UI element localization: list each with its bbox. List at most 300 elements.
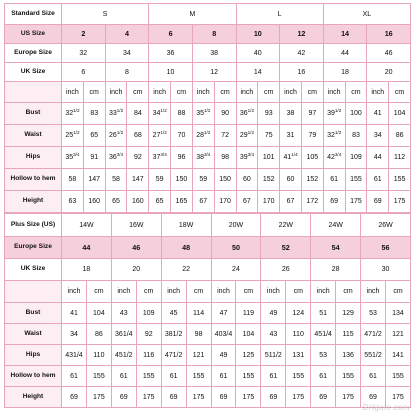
measurement-value: 38 (196, 154, 204, 161)
measurement-value: 61 (330, 176, 339, 183)
europe-size-cell: 46 (111, 237, 161, 259)
size-name-cell: 20W (211, 214, 261, 237)
uk-size-cell: 12 (192, 63, 236, 82)
measurement-cell: 175 (336, 387, 361, 408)
us-size-cell: 4 (105, 25, 149, 44)
measurement-cell: 61 (161, 366, 186, 387)
measurement-value: 38 (286, 110, 295, 117)
measurement-value: 28 (196, 132, 204, 139)
europe-size-cell: 32 (62, 44, 106, 63)
unit-cell: inch (149, 82, 171, 103)
uk-size-cell: 22 (161, 259, 211, 281)
europe-size-cell: 50 (211, 237, 261, 259)
unit-cell: inch (361, 281, 386, 303)
measurement-cell: 403/4 (211, 324, 236, 345)
measurement-label: Bust (5, 103, 62, 125)
europe-size-cell: 52 (261, 237, 311, 259)
measurement-cell: 110 (286, 324, 311, 345)
measurement-value: 69 (373, 198, 382, 205)
measurement-value: 58 (112, 176, 120, 183)
measurement-value: 70 (177, 132, 186, 139)
measurement-cell (149, 191, 171, 213)
measurement-cell (345, 169, 367, 191)
measurement-label: Waist (5, 125, 62, 147)
measurement-label: Hollow to hem (5, 169, 62, 191)
measurement-value: 60 (243, 176, 251, 183)
measurement-cell (345, 191, 367, 213)
uk-size-cell: 18 (323, 63, 367, 82)
europe-size-cell: 42 (280, 44, 324, 63)
measurement-cell (280, 169, 302, 191)
measurement-cell: 34 (62, 324, 87, 345)
measurement-label: Hips (5, 345, 62, 366)
measurement-cell: 121 (186, 345, 211, 366)
measurement-cell: 49 (261, 303, 286, 324)
uk-size-cell: 6 (62, 63, 106, 82)
measurement-cell: 471/2 (161, 345, 186, 366)
standard-size-chart (4, 3, 411, 213)
europe-size-cell: 36 (149, 44, 193, 63)
measurement-value: 39 (239, 154, 248, 161)
measurement-cell: 121 (385, 324, 410, 345)
measurement-value: 100 (350, 110, 362, 117)
us-size-cell: 10 (236, 25, 280, 44)
measurement-cell (280, 103, 302, 125)
measurement-cell (301, 191, 323, 213)
measurement-cell (323, 191, 345, 213)
measurement-cell (236, 125, 258, 147)
measurement-cell: 155 (236, 366, 261, 387)
uk-size-label: UK Size (5, 63, 62, 82)
measurement-value: 37 (152, 154, 161, 161)
measurement-fraction: 1/2 (247, 108, 254, 113)
measurement-cell: 109 (136, 303, 161, 324)
measurement-value: 68 (133, 132, 142, 139)
measurement-cell: 43 (261, 324, 286, 345)
measurement-cell: 69 (361, 387, 386, 408)
measurement-cell (258, 103, 280, 125)
uk-size-row (5, 259, 411, 281)
uk-size-cell: 8 (105, 63, 149, 82)
watermark: DHgate.com (362, 403, 410, 412)
measurement-cell: 119 (236, 303, 261, 324)
measurement-row (5, 169, 411, 191)
measurement-row (5, 147, 411, 169)
measurement-fraction: 1/2 (334, 130, 342, 135)
measurement-label: Waist (5, 324, 62, 345)
unit-cell: cm (83, 82, 105, 103)
measurement-cell (214, 125, 236, 147)
unit-cell: cm (286, 281, 311, 303)
measurement-cell (280, 125, 302, 147)
measurement-cell (280, 147, 302, 169)
measurement-cell (301, 103, 323, 125)
measurement-cell (323, 169, 345, 191)
measurement-row (5, 345, 411, 366)
measurement-cell (62, 125, 84, 147)
measurement-cell (214, 191, 236, 213)
us-size-cell: 6 (149, 25, 193, 44)
measurement-value: 109 (350, 154, 362, 161)
measurement-cell (367, 125, 389, 147)
measurement-value: 58 (68, 176, 77, 183)
europe-size-label: Europe Size (5, 44, 62, 63)
measurement-cell (83, 125, 105, 147)
measurement-value: 93 (264, 110, 273, 117)
unit-cell: cm (136, 281, 161, 303)
measurement-value: 42 (327, 154, 335, 161)
measurement-fraction: 3/4 (116, 152, 124, 157)
measurement-fraction: 3/4 (247, 152, 254, 157)
europe-size-cell: 40 (236, 44, 280, 63)
measurement-cell (62, 103, 84, 125)
measurement-cell (105, 169, 127, 191)
measurement-value: 67 (286, 198, 295, 205)
europe-size-cell: 56 (361, 237, 411, 259)
measurement-cell: 431/4 (62, 345, 87, 366)
measurement-value: 160 (88, 198, 101, 205)
size-name-cell: 18W (161, 214, 211, 237)
us-size-cell: 8 (192, 25, 236, 44)
measurement-cell (105, 125, 127, 147)
unit-cell: inch (161, 281, 186, 303)
measurement-fraction: 1/2 (116, 108, 124, 113)
unit-cell: cm (236, 281, 261, 303)
measurement-cell: 61 (261, 366, 286, 387)
size-name-cell: 26W (361, 214, 411, 237)
measurement-cell (367, 169, 389, 191)
measurement-cell (367, 191, 389, 213)
measurement-cell: 361/4 (111, 324, 136, 345)
measurement-cell (192, 147, 214, 169)
measurement-cell: 104 (236, 324, 261, 345)
measurement-cell: 114 (186, 303, 211, 324)
measurement-cell: 175 (186, 387, 211, 408)
uk-size-cell: 26 (261, 259, 311, 281)
us-size-row (5, 25, 411, 44)
measurement-cell (192, 103, 214, 125)
measurement-cell (323, 147, 345, 169)
measurement-label: Hips (5, 147, 62, 169)
measurement-cell (171, 103, 193, 125)
europe-size-cell: 44 (323, 44, 367, 63)
measurement-label: Hollow to hem (5, 366, 62, 387)
measurement-row (5, 366, 411, 387)
measurement-cell (127, 147, 149, 169)
europe-size-cell: 38 (192, 44, 236, 63)
measurement-cell (105, 103, 127, 125)
unit-row-blank (5, 82, 62, 103)
measurement-cell: 43 (111, 303, 136, 324)
uk-size-label: UK Size (5, 259, 62, 281)
measurement-cell (323, 103, 345, 125)
uk-size-cell: 18 (62, 259, 112, 281)
measurement-value: 35 (196, 110, 204, 117)
size-name-cell: M (149, 4, 236, 25)
measurement-cell: 175 (385, 387, 410, 408)
measurement-row (5, 387, 411, 408)
measurement-row (5, 324, 411, 345)
measurement-value: 41 (283, 154, 292, 161)
measurement-cell (389, 103, 411, 125)
measurement-cell (258, 147, 280, 169)
measurement-value: 175 (350, 198, 362, 205)
unit-cell: cm (186, 281, 211, 303)
measurement-value: 31 (286, 132, 295, 139)
unit-cell: inch (311, 281, 336, 303)
uk-size-row (5, 63, 411, 82)
unit-cell: inch (323, 82, 345, 103)
measurement-value: 25 (65, 132, 74, 139)
measurement-cell: 471/2 (361, 324, 386, 345)
measurement-cell (367, 147, 389, 169)
uk-size-cell: 20 (367, 63, 411, 82)
measurement-value: 65 (112, 198, 120, 205)
measurement-fraction: 1/2 (203, 130, 211, 135)
measurement-fraction: 1/4 (291, 152, 298, 157)
us-size-cell: 2 (62, 25, 106, 44)
measurement-value: 65 (155, 198, 164, 205)
measurement-cell (214, 147, 236, 169)
size-name-cell: S (62, 4, 149, 25)
us-size-label: US Size (5, 25, 62, 44)
measurement-value: 60 (286, 176, 295, 183)
measurement-fraction: 1/2 (203, 108, 211, 113)
measurement-cell: 511/2 (261, 345, 286, 366)
size-name-cell: XL (323, 4, 410, 25)
measurement-cell (62, 147, 84, 169)
measurement-fraction: 1/2 (160, 130, 167, 135)
measurement-cell (192, 191, 214, 213)
measurement-value: 165 (175, 198, 188, 205)
unit-cell: cm (385, 281, 410, 303)
unit-cell: inch (261, 281, 286, 303)
measurement-value: 104 (393, 110, 406, 117)
measurement-cell: 61 (311, 366, 336, 387)
standard-size-label: Standard Size (5, 4, 62, 25)
measurement-cell: 69 (111, 387, 136, 408)
measurement-cell (345, 125, 367, 147)
measurement-value: 152 (262, 176, 275, 183)
unit-cell: cm (336, 281, 361, 303)
measurement-value: 92 (133, 154, 142, 161)
measurement-value: 39 (327, 110, 335, 117)
measurement-cell: 124 (286, 303, 311, 324)
measurement-value: 105 (306, 154, 319, 161)
measurement-value: 150 (219, 176, 231, 183)
plus-size-label: Plus Size (US) (5, 214, 62, 237)
unit-row-blank (5, 281, 62, 303)
measurement-cell: 110 (86, 345, 111, 366)
measurement-cell (301, 147, 323, 169)
measurement-value: 170 (262, 198, 275, 205)
measurement-cell (345, 147, 367, 169)
measurement-cell (62, 191, 84, 213)
measurement-cell (62, 169, 84, 191)
measurement-cell (171, 147, 193, 169)
measurement-cell: 69 (261, 387, 286, 408)
europe-size-row (5, 237, 411, 259)
measurement-cell (389, 191, 411, 213)
measurement-cell: 61 (361, 366, 386, 387)
measurement-cell: 69 (161, 387, 186, 408)
measurement-value: 155 (350, 176, 362, 183)
us-size-cell: 14 (323, 25, 367, 44)
europe-size-label: Europe Size (5, 237, 62, 259)
measurement-value: 59 (155, 176, 164, 183)
measurement-value: 155 (393, 176, 406, 183)
measurement-cell (149, 169, 171, 191)
measurement-row (5, 191, 411, 213)
measurement-cell: 51 (311, 303, 336, 324)
measurement-fraction: 3/4 (73, 152, 80, 157)
measurement-value: 33 (108, 110, 117, 117)
measurement-cell (280, 191, 302, 213)
unit-row (5, 281, 411, 303)
measurement-cell (127, 125, 149, 147)
measurement-fraction: 1/2 (116, 130, 124, 135)
measurement-cell (389, 125, 411, 147)
measurement-value: 34 (373, 132, 382, 139)
uk-size-cell: 28 (311, 259, 361, 281)
measurement-cell: 175 (236, 387, 261, 408)
measurement-cell: 45 (161, 303, 186, 324)
measurement-value: 61 (373, 176, 382, 183)
measurement-value: 44 (373, 154, 382, 161)
measurement-value: 27 (152, 132, 161, 139)
size-name-cell: 16W (111, 214, 161, 237)
size-header-row (5, 4, 411, 25)
measurement-fraction: 3/4 (203, 152, 211, 157)
measurement-label: Height (5, 387, 62, 408)
measurement-value: 150 (175, 176, 188, 183)
measurement-cell: 155 (186, 366, 211, 387)
measurement-cell: 136 (336, 345, 361, 366)
measurement-cell: 175 (86, 387, 111, 408)
unit-cell: cm (171, 82, 193, 103)
measurement-value: 98 (221, 154, 229, 161)
measurement-cell: 155 (385, 366, 410, 387)
measurement-cell: 69 (211, 387, 236, 408)
measurement-cell: 92 (136, 324, 161, 345)
measurement-cell (301, 125, 323, 147)
measurement-cell (127, 103, 149, 125)
europe-size-cell: 46 (367, 44, 411, 63)
measurement-value: 59 (199, 176, 208, 183)
measurement-value: 63 (68, 198, 77, 205)
measurement-cell (258, 169, 280, 191)
measurement-cell: 155 (136, 366, 161, 387)
measurement-cell (127, 169, 149, 191)
unit-cell: cm (127, 82, 149, 103)
us-size-cell: 16 (367, 25, 411, 44)
measurement-fraction: 1/2 (247, 130, 254, 135)
unit-cell: inch (236, 82, 258, 103)
size-name-cell: 22W (261, 214, 311, 237)
measurement-cell (258, 125, 280, 147)
size-name-cell: L (236, 4, 323, 25)
measurement-cell: 551/2 (361, 345, 386, 366)
measurement-cell: 53 (361, 303, 386, 324)
measurement-cell (83, 169, 105, 191)
unit-row (5, 82, 411, 103)
unit-cell: inch (62, 281, 87, 303)
measurement-cell (301, 169, 323, 191)
us-size-cell: 12 (280, 25, 324, 44)
unit-cell: cm (258, 82, 280, 103)
measurement-cell (192, 125, 214, 147)
measurement-cell: 155 (286, 366, 311, 387)
measurement-cell (214, 103, 236, 125)
uk-size-cell: 14 (236, 63, 280, 82)
measurement-cell (258, 191, 280, 213)
measurement-value: 79 (308, 132, 317, 139)
measurement-value: 91 (90, 154, 99, 161)
measurement-cell: 155 (336, 366, 361, 387)
measurement-row (5, 303, 411, 324)
measurement-cell: 125 (236, 345, 261, 366)
europe-size-cell: 44 (62, 237, 112, 259)
measurement-value: 88 (177, 110, 186, 117)
measurement-fraction: 1/2 (73, 130, 80, 135)
measurement-cell (149, 147, 171, 169)
measurement-cell (236, 191, 258, 213)
measurement-cell: 131 (286, 345, 311, 366)
measurement-value: 112 (394, 154, 406, 161)
measurement-row (5, 125, 411, 147)
measurement-value: 41 (373, 110, 382, 117)
measurement-cell: 141 (385, 345, 410, 366)
measurement-value: 29 (239, 132, 248, 139)
unit-cell: cm (345, 82, 367, 103)
unit-cell: cm (214, 82, 236, 103)
measurement-value: 67 (199, 198, 208, 205)
measurement-value: 96 (177, 154, 186, 161)
unit-cell: inch (105, 82, 127, 103)
unit-cell: cm (301, 82, 323, 103)
measurement-cell: 116 (136, 345, 161, 366)
measurement-value: 147 (132, 176, 144, 183)
measurement-cell (171, 191, 193, 213)
measurement-cell: 155 (86, 366, 111, 387)
measurement-cell: 129 (336, 303, 361, 324)
measurement-cell: 175 (286, 387, 311, 408)
measurement-fraction: 3/4 (160, 152, 167, 157)
measurement-value: 32 (65, 110, 74, 117)
measurement-cell: 61 (111, 366, 136, 387)
plus-size-chart (4, 213, 411, 408)
unit-cell: inch (280, 82, 302, 103)
measurement-cell: 53 (311, 345, 336, 366)
measurement-value: 83 (90, 110, 99, 117)
measurement-fraction: 1/2 (334, 108, 342, 113)
measurement-cell (127, 191, 149, 213)
measurement-row (5, 103, 411, 125)
uk-size-cell: 24 (211, 259, 261, 281)
europe-size-cell: 54 (311, 237, 361, 259)
measurement-cell (214, 169, 236, 191)
measurement-value: 34 (152, 110, 161, 117)
measurement-value: 170 (219, 198, 231, 205)
measurement-cell: 47 (211, 303, 236, 324)
measurement-value: 152 (306, 176, 319, 183)
size-header-row (5, 214, 411, 237)
measurement-cell (149, 103, 171, 125)
measurement-value: 160 (132, 198, 144, 205)
measurement-value: 32 (327, 132, 335, 139)
size-name-cell: 24W (311, 214, 361, 237)
measurement-value: 72 (221, 132, 229, 139)
